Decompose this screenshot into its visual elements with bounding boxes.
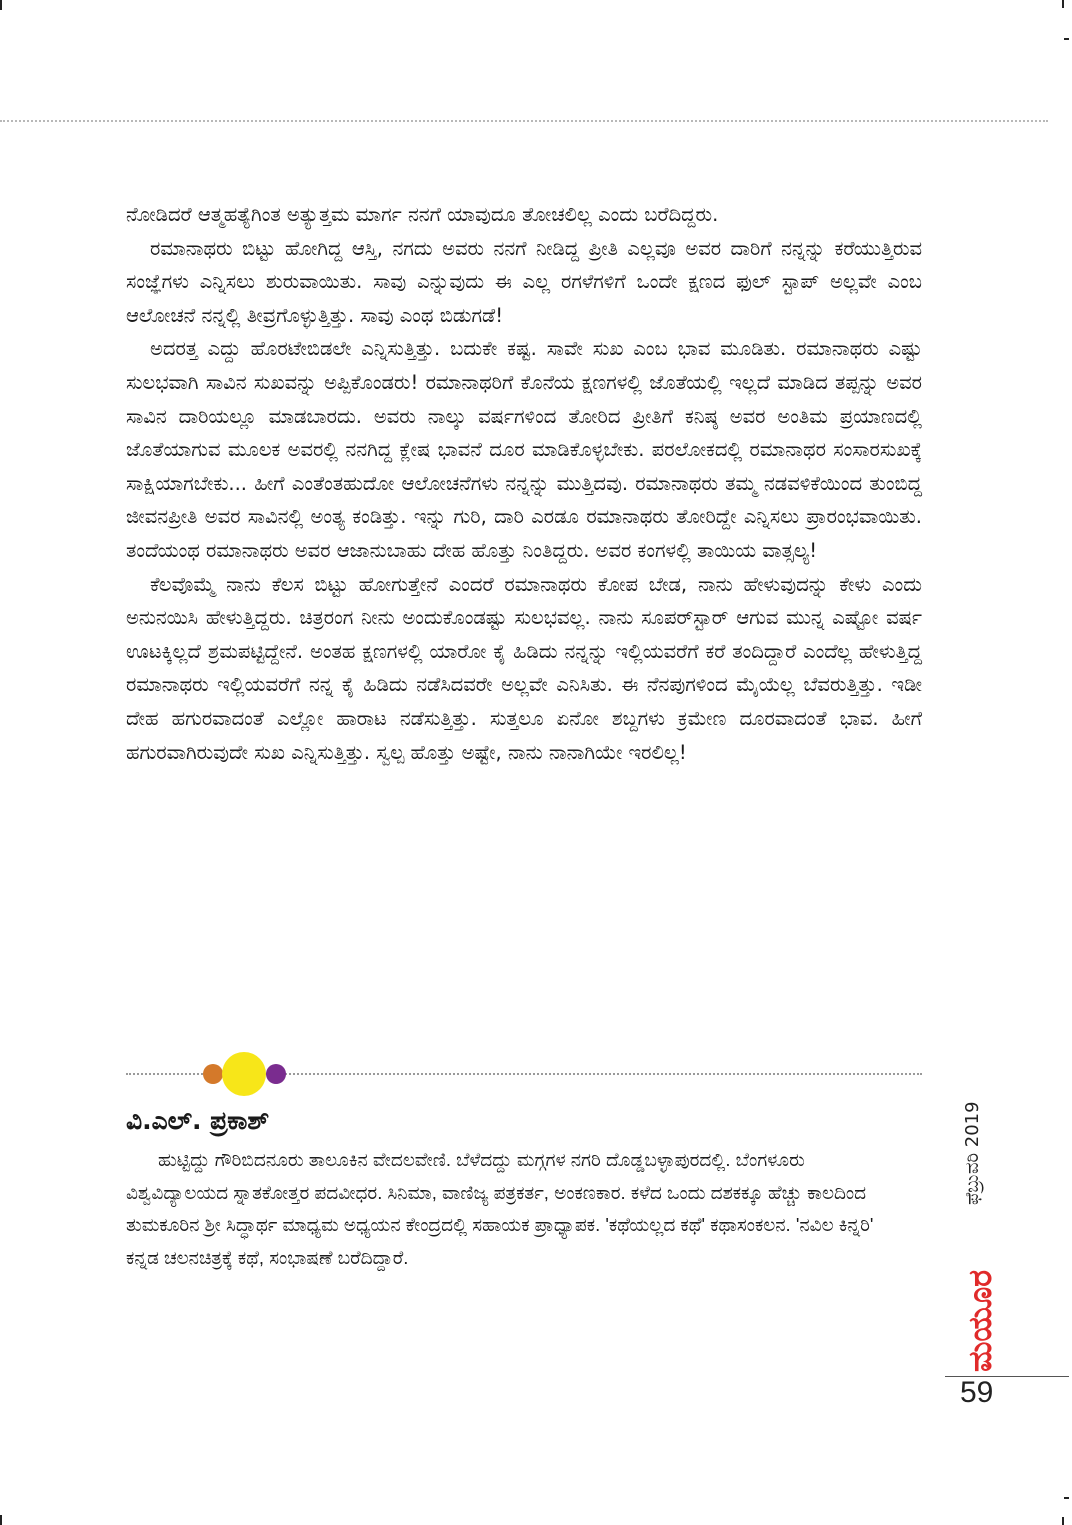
top-dotted-rule [0, 120, 1048, 122]
crop-mark-top-right [1062, 0, 1064, 8]
crop-mark-bottom-right [1062, 1517, 1064, 1525]
crop-mark-bottom-left [0, 1515, 2, 1525]
magazine-logo: ಮಯೂರ [961, 1269, 999, 1372]
paragraph-3: ಅದರತ್ತ ಎದ್ದು ಹೊರಟೇಬಿಡಲೇ ಎನ್ನಿಸುತ್ತಿತ್ತು. ಬದುಕೇ ಕಷ್ಟ. ಸಾವೇ ಸುಖ ಎಂಬ ಭಾವ ಮೂಡಿತು. ರಮಾನಾಥರು ಎಷ್ಟು ಸುಲಭವಾಗಿ ಸಾವಿನ ಸುಖವನ್ನು ಅಪ್ಪಿಕೊಂಡರು! ರಮಾನಾಥರಿಗೆ ಕೊನೆಯ ಕ್ಷಣಗಳಲ್ಲಿ ಜೊತೆಯಲ್ಲಿ ಇಲ್ಲದೆ ಮಾಡಿದ ತಪ್ಪನ್ನು ಅವರ ಸಾವಿನ ದಾರಿಯಲ್ಲೂ ಮಾಡಬಾರದು. ಅವರು ನಾಲ್ಕು ವರ್ಷಗಳಿಂದ ತೋರಿದ ಪ್ರೀತಿಗೆ ಕನಿಷ್ಠ ಅವರ ಅಂತಿಮ ಪ್ರಯಾಣದಲ್ಲಿ ಜೊತೆಯಾಗುವ ಮೂಲಕ ಅವರಲ್ಲಿ ನನಗಿದ್ದ ಕ್ಲೇಷ ಭಾವನೆ ದೂರ ಮಾಡಿಕೊಳ್ಳಬೇಕು. ಪರಲೋಕದಲ್ಲಿ ರಮಾನಾಥರ ಸಂಸಾರಸುಖಕ್ಕೆ ಸಾಕ್ಷಿಯಾಗಬೇಕು... ಹೀಗೆ ಎಂತೆಂತಹುದೋ ಆಲೋಚನೆಗಳು ನನ್ನನ್ನು ಮುತ್ತಿದವು. ರಮಾನಾಥರು ತಮ್ಮ ನಡವಳಿಕೆಯಿಂದ ತುಂಬಿದ್ದ ಜೀವನಪ್ರೀತಿ ಅವರ ಸಾವಿನಲ್ಲಿ ಅಂತ್ಯ ಕಂಡಿತ್ತು. ಇನ್ನು ಗುರಿ, ದಾರಿ ಎರಡೂ ರಮಾನಾಥರು ತೋರಿದ್ದೇ ಎನ್ನಿಸಲು ಪ್ರಾರಂಭವಾಯಿತು. ತಂದೆಯಂಥ ರಮಾನಾಥರು ಅವರ ಆಜಾನುಬಾಹು ದೇಹ ಹೊತ್ತು ನಿಂತಿದ್ದರು. ಅವರ ಕಂಗಳಲ್ಲಿ ತಾಯಿಯ ವಾತ್ಸಲ್ಯ! [126, 337, 922, 562]
paragraph-1: ನೋಡಿದರೆ ಆತ್ಮಹತ್ಯೆಗಿಂತ ಅತ್ಯುತ್ತಮ ಮಾರ್ಗ ನನಗೆ ಯಾವುದೂ ತೋಚಲಿಲ್ಲ ಎಂದು ಬರೆದಿದ್ದರು. [126, 203, 719, 226]
crop-mark-top-left [0, 0, 2, 10]
author-name: ವಿ.ಎಲ್. ಪ್ರಕಾಶ್ [126, 1106, 270, 1135]
author-bio: ಹುಟ್ಟಿದ್ದು ಗೌರಿಬಿದನೂರು ತಾಲೂಕಿನ ವೇದಲವೇಣಿ. ಬೆಳೆದದ್ದು ಮಗ್ಗಗಳ ನಗರಿ ದೊಡ್ಡಬಳ್ಳಾಪುರದಲ್ಲಿ. ಬೆಂಗಳೂರು ವಿಶ್ವವಿದ್ಯಾಲಯದ ಸ್ನಾತಕೋತ್ತರ ಪದವೀಧರ. ಸಿನಿಮಾ, ವಾಣಿಜ್ಯ ಪತ್ರಕರ್ತ, ಅಂಕಣಕಾರ. ಕಳೆದ ಒಂದು ದಶಕಕ್ಕೂ ಹೆಚ್ಚು ಕಾಲದಿಂದ ತುಮಕೂರಿನ ಶ್ರೀ ಸಿದ್ಧಾರ್ಥ ಮಾಧ್ಯಮ ಅಧ್ಯಯನ ಕೇಂದ್ರದಲ್ಲಿ ಸಹಾಯಕ ಪ್ರಾಧ್ಯಾಪಕ. 'ಕಥೆಯಲ್ಲದ ಕಥೆ' ಕಥಾಸಂಕಲನ. 'ನವಿಲ ಕಿನ್ನರಿ' ಕನ್ನಡ ಚಲನಚಿತ್ರಕ್ಕೆ ಕಥೆ, ಸಂಭಾಷಣೆ ಬರೆದಿದ್ದಾರೆ. [126, 1149, 874, 1268]
page-number: 59 [960, 1376, 994, 1409]
paragraph-2: ರಮಾನಾಥರು ಬಿಟ್ಟು ಹೋಗಿದ್ದ ಆಸ್ತಿ, ನಗದು ಅವರು ನನಗೆ ನೀಡಿದ್ದ ಪ್ರೀತಿ ಎಲ್ಲವೂ ಅವರ ದಾರಿಗೆ ನನ್ನನ್ನು ಕರೆಯುತ್ತಿರುವ ಸಂಜ್ಞೆಗಳು ಎನ್ನಿಸಲು ಶುರುವಾಯಿತು. ಸಾವು ಎನ್ನುವುದು ಈ ಎಲ್ಲ ರಗಳೆಗಳಿಗೆ ಒಂದೇ ಕ್ಷಣದ ಫುಲ್ ಸ್ಟಾಪ್ ಅಲ್ಲವೇ ಎಂಬ ಆಲೋಚನೆ ನನ್ನಲ್ಲಿ ತೀವ್ರಗೊಳ್ಳುತ್ತಿತ್ತು. ಸಾವು ಎಂಥ ಬಿಡುಗಡೆ! [126, 236, 922, 327]
crop-mark-right-upper [1064, 38, 1069, 40]
orange-dot-ornament [203, 1064, 223, 1084]
paragraph-4: ಕೆಲವೊಮ್ಮೆ ನಾನು ಕೆಲಸ ಬಿಟ್ಟು ಹೋಗುತ್ತೇನೆ ಎಂದರೆ ರಮಾನಾಥರು ಕೋಪ ಬೇಡ, ನಾನು ಹೇಳುವುದನ್ನು ಕೇಳು ಎಂದು ಅನುನಯಿಸಿ ಹೇಳುತ್ತಿದ್ದರು. ಚಿತ್ರರಂಗ ನೀನು ಅಂದುಕೊಂಡಷ್ಟು ಸುಲಭವಲ್ಲ. ನಾನು ಸೂಪರ್‌ಸ್ಟಾರ್ ಆಗುವ ಮುನ್ನ ಎಷ್ಟೋ ವರ್ಷ ಊಟಕ್ಕಿಲ್ಲದೆ ಶ್ರಮಪಟ್ಟಿದ್ದೇನೆ. ಅಂತಹ ಕ್ಷಣಗಳಲ್ಲಿ ಯಾರೋ ಕೈ ಹಿಡಿದು ನನ್ನನ್ನು ಇಲ್ಲಿಯವರೆಗೆ ಕರೆ ತಂದಿದ್ದಾರೆ ಎಂದೆಲ್ಲ ಹೇಳುತ್ತಿದ್ದ ರಮಾನಾಥರು ಇಲ್ಲಿಯವರೆಗೆ ನನ್ನ ಕೈ ಹಿಡಿದು ನಡೆಸಿದವರೇ ಅಲ್ಲವೇ ಎನಿಸಿತು. ಈ ನೆನಪುಗಳಿಂದ ಮೈಯೆಲ್ಲ ಬೆವರುತ್ತಿತ್ತು. ಇಡೀ ದೇಹ ಹಗುರವಾದಂತೆ ಎಲ್ಲೋ ಹಾರಾಟ ನಡೆಸುತ್ತಿತ್ತು. ಸುತ್ತಲೂ ಏನೋ ಶಬ್ದಗಳು ಕ್ರಮೇಣ ದೂರವಾದಂತೆ ಭಾವ. ಹೀಗೆ ಹಗುರವಾಗಿರುವುದೇ ಸುಖ ಎನ್ನಿಸುತ್ತಿತ್ತು. ಸ್ವಲ್ಪ ಹೊತ್ತು ಅಷ್ಟೇ, ನಾನು ನಾನಾಗಿಯೇ ಇರಲಿಲ್ಲ! [126, 572, 922, 764]
article-body [126, 198, 922, 769]
purple-dot-ornament [266, 1064, 286, 1084]
issue-date: ಫೆಬ್ರುವರಿ 2019 [962, 1101, 983, 1205]
crop-mark-right-lower [1064, 1497, 1069, 1499]
yellow-dot-ornament [222, 1052, 266, 1096]
